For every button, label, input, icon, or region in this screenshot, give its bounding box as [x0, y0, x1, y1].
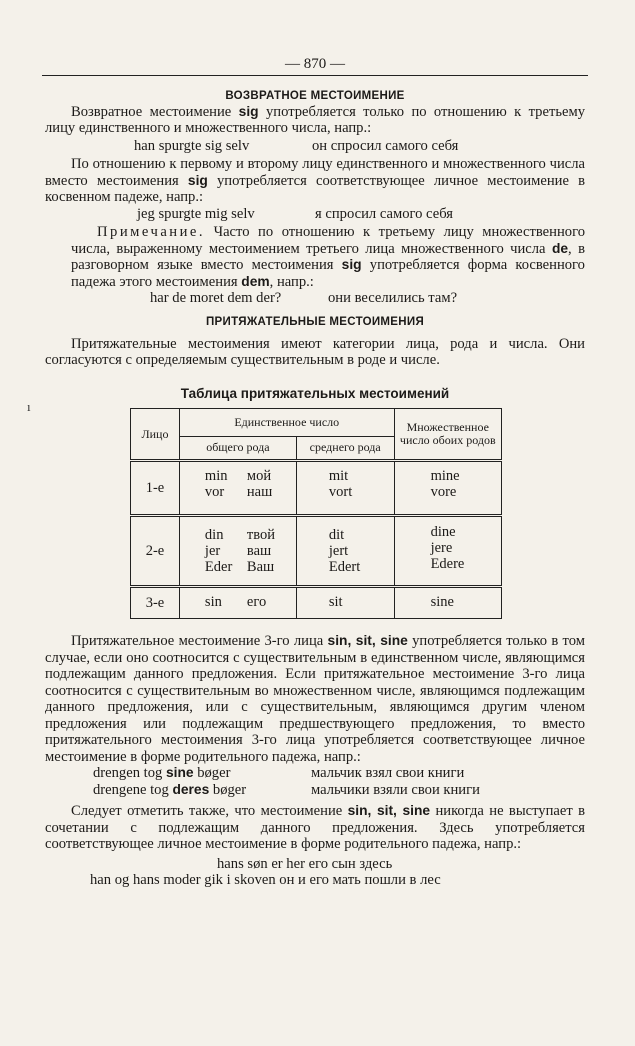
- pronoun-pair: [205, 543, 296, 559]
- example-danish: [93, 765, 311, 782]
- example-3: [150, 290, 585, 307]
- cell-common: [179, 587, 296, 619]
- paragraph-possessive-2: [45, 633, 585, 765]
- pronoun-russian: твой: [246, 527, 276, 543]
- pronoun-danish: Edere: [430, 556, 465, 572]
- text: По отношению к первому и второму лицу единственного и множественного числа вместо местоимения: [45, 156, 585, 189]
- header-common: общего рода: [179, 436, 296, 460]
- pronoun-russian: его: [246, 594, 267, 610]
- example-danish: [93, 782, 311, 799]
- table-row-1: [131, 461, 502, 516]
- example-7: han og hans moder gik i skoven он и его мать пошли в лес: [90, 872, 441, 888]
- pronoun-danish: sin: [204, 594, 222, 610]
- cell-face: 3-е: [131, 587, 180, 619]
- text: Притяжательное местоимение 3-го лица: [71, 633, 328, 649]
- term-sig: sig: [341, 257, 362, 272]
- pronoun-danish: vore: [430, 484, 457, 500]
- pronoun-pair: [205, 468, 296, 484]
- pronoun-danish: mit: [328, 468, 349, 484]
- pronoun-russian: наш: [246, 484, 273, 500]
- pronoun-danish: dine: [430, 524, 456, 540]
- text: употребляется только по отношению к третьему лицу единственного и множественного числа, напр.:: [45, 103, 585, 136]
- text: bøger: [209, 781, 247, 798]
- text: употребляется только в том случае, если оно соотносится с существительным в единственном числе, являющимся подлежащим данного предложения. Если притяжательное местоимение 3-го лица соотносится с существительным во множественном числе, являющимся подлежащим данного предложения, или с существительным, являющимся другим членом предложения или подлежащим предшествующего предложения, то вместо притяжательного местоимения 3-го лица употребляется соответствующее личное местоимение в форме родительного падежа, напр.:: [45, 633, 585, 765]
- example-russian: они веселились там?: [328, 290, 458, 306]
- table-header-row: [131, 409, 502, 437]
- cell-plural: [394, 461, 501, 516]
- pronoun-danish: sine: [430, 594, 454, 610]
- page-content: [45, 56, 585, 889]
- pronoun-pair: [205, 594, 296, 610]
- text: bøger: [193, 765, 231, 781]
- text: Возвратное местоимение: [71, 103, 239, 120]
- header-rule: [42, 75, 588, 76]
- header-face: Лицо: [131, 409, 180, 461]
- example-russian: он спросил самого себя: [312, 137, 459, 154]
- cell-neuter: [296, 461, 394, 516]
- example-1: [134, 138, 585, 155]
- text: drengene tog: [93, 781, 173, 798]
- term-sig: sig: [187, 172, 208, 188]
- cell-face: 1-е: [131, 461, 180, 516]
- example-russian: мальчики взяли свои книги: [311, 781, 480, 798]
- pronoun-danish: jere: [430, 540, 453, 556]
- header-singular: Единственное число: [179, 409, 394, 437]
- pronoun-pair: [205, 484, 296, 500]
- header-plural: Множественное число обоих родов: [394, 409, 501, 461]
- cell-neuter: [296, 516, 394, 587]
- cell-plural: [394, 587, 501, 619]
- note-paragraph: [71, 224, 585, 290]
- pronoun-danish: vor: [204, 484, 225, 500]
- pronoun-russian: ваш: [246, 543, 272, 559]
- pronoun-danish: sit: [328, 594, 343, 610]
- cell-plural: [394, 516, 501, 587]
- table-row-3: [131, 587, 502, 619]
- table-title: Таблица притяжательных местоимений: [180, 385, 450, 401]
- example-danish: jeg spurgte mig selv: [137, 205, 255, 222]
- pronoun-danish: mine: [430, 468, 460, 484]
- example-4: [93, 765, 585, 782]
- header-neuter: среднего рода: [296, 436, 394, 460]
- pronoun-danish: jer: [204, 543, 221, 559]
- pronoun-pair: [205, 527, 296, 543]
- paragraph-reflexive-1: [45, 104, 585, 137]
- term-dem: dem: [241, 273, 270, 289]
- page-number: — 870 —: [285, 56, 345, 72]
- text: drengen tog: [93, 765, 166, 781]
- pronoun-russian: Ваш: [246, 559, 275, 575]
- cell-common: [179, 461, 296, 516]
- text: Следует отметить также, что местоимение: [71, 803, 348, 819]
- table-row-2: [131, 516, 502, 587]
- cell-face: 2-е: [131, 516, 180, 587]
- paragraph-possessive-3: [45, 803, 585, 853]
- example-danish: har de moret dem der?: [150, 290, 282, 306]
- text: Часто по отношению к третьему лицу множественного числа, выраженному местоимением третьего лица множественного числа: [71, 224, 585, 257]
- margin-mark: ı: [27, 399, 31, 414]
- section-title-reflexive: ВОЗВРАТНОЕ МЕСТОИМЕНИЕ: [225, 89, 405, 102]
- pronoun-danish: jert: [328, 543, 349, 559]
- note-label: Примечание.: [97, 224, 206, 240]
- example-5: [93, 782, 585, 799]
- text: , в разговорном языке вместо местоимения: [71, 240, 585, 273]
- paragraph-reflexive-2: [45, 156, 585, 206]
- term-deres: deres: [172, 781, 210, 797]
- term-sine: sine: [165, 765, 194, 780]
- pronoun-danish: Edert: [328, 559, 361, 575]
- cell-common: [179, 516, 296, 587]
- example-6: hans søn er her его сын здесь: [217, 855, 393, 872]
- terms-sin-sit-sine: sin, sit, sine: [327, 633, 408, 648]
- text: употребляется соответствующее личное местоимение в косвенном падеже, напр.:: [45, 172, 585, 205]
- term-sig: sig: [238, 103, 259, 119]
- pronoun-pair: [205, 559, 296, 575]
- possessive-table: [130, 408, 502, 619]
- pronoun-danish: din: [204, 527, 224, 543]
- pronoun-danish: min: [204, 468, 228, 484]
- pronoun-danish: vort: [328, 484, 353, 500]
- example-2: [137, 206, 585, 223]
- cell-neuter: [296, 587, 394, 619]
- section-title-possessive: ПРИТЯЖАТЕЛЬНЫЕ МЕСТОИМЕНИЯ: [205, 315, 425, 328]
- text: никогда не выступает в сочетании с подлежащим данного предложения. Здесь употребляется соответствующее личное местоимение в форме родительного падежа, напр.:: [45, 803, 586, 852]
- pronoun-danish: dit: [328, 527, 345, 543]
- text: , напр.:: [269, 273, 314, 290]
- example-russian: мальчик взял свои книги: [311, 765, 465, 781]
- example-danish: han spurgte sig selv: [134, 137, 250, 154]
- terms-sin-sit-sine: sin, sit, sine: [347, 803, 431, 818]
- pronoun-danish: Eder: [204, 559, 233, 575]
- paragraph-possessive-1: Притяжательные местоимения имеют категории лица, рода и числа. Они согласуются с определяемым существительным в роде и числе.: [45, 335, 585, 368]
- term-de: de: [551, 240, 569, 256]
- example-russian: я спросил самого себя: [315, 205, 453, 222]
- pronoun-russian: мой: [246, 468, 272, 484]
- text: употребляется форма косвенного падежа этого местоимения: [71, 257, 585, 290]
